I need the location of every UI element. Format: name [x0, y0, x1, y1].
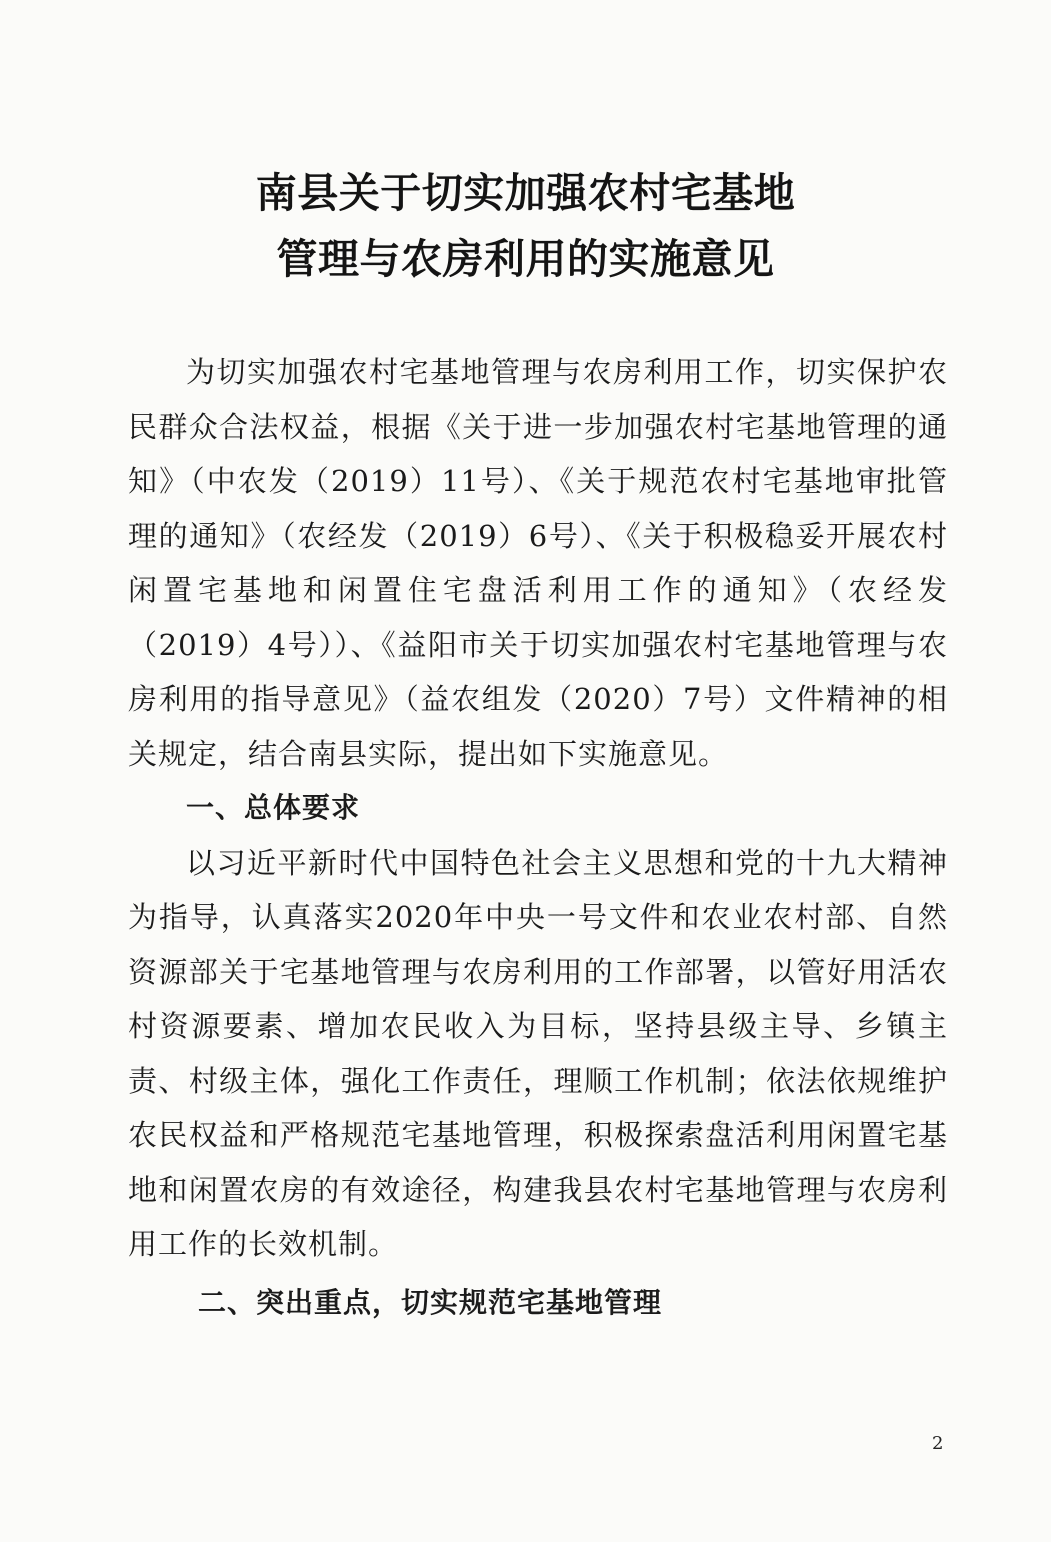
page-number: 2	[932, 1433, 944, 1454]
title-line-2: 管理与农房利用的实施意见	[276, 235, 775, 283]
general-requirements-paragraph: 以习近平新时代中国特色社会主义思想和党的十九大精神为指导，认真落实2020年中央一号文件和农业农村部、自然资源部关于宅基地管理与农房利用的工作部署，以管好用活农村资源要素、增加农民收入为目标，坚持县级主导、乡镇主责、村级主体，强化工作责任，理顺工作机制；依法依规维护农民权益和严格规范宅基地管理，积极探索盘活利用闲置宅基地和闲置农房的有效途径，构建我县农村宅基地管理与农房利用工作的长效机制。	[128, 845, 948, 1261]
section-heading-general-requirements: 一、总体要求	[186, 791, 361, 824]
document-body	[128, 345, 948, 1330]
document-title	[0, 160, 1051, 292]
title-line-1: 南县关于切实加强农村宅基地	[255, 169, 796, 217]
section-heading-key-points: 二、突出重点，切实规范宅基地管理	[198, 1285, 663, 1319]
intro-paragraph: 为切实加强农村宅基地管理与农房利用工作，切实保护农民群众合法权益，根据《关于进一步加强农村宅基地管理的通知》（中农发（2019）11号）、《关于规范农村宅基地审批管理的通知》（农经发（2019）6号）、《关于积极稳妥开展农村闲置宅基地和闲置住宅盘活利用工作的通知》（农经发（2019）4号））、《益阳市关于切实加强农村宅基地管理与农房利用的指导意见》（益农组发（2020）7号）文件精神的相关规定，结合南县实际，提出如下实施意见。	[128, 355, 948, 771]
